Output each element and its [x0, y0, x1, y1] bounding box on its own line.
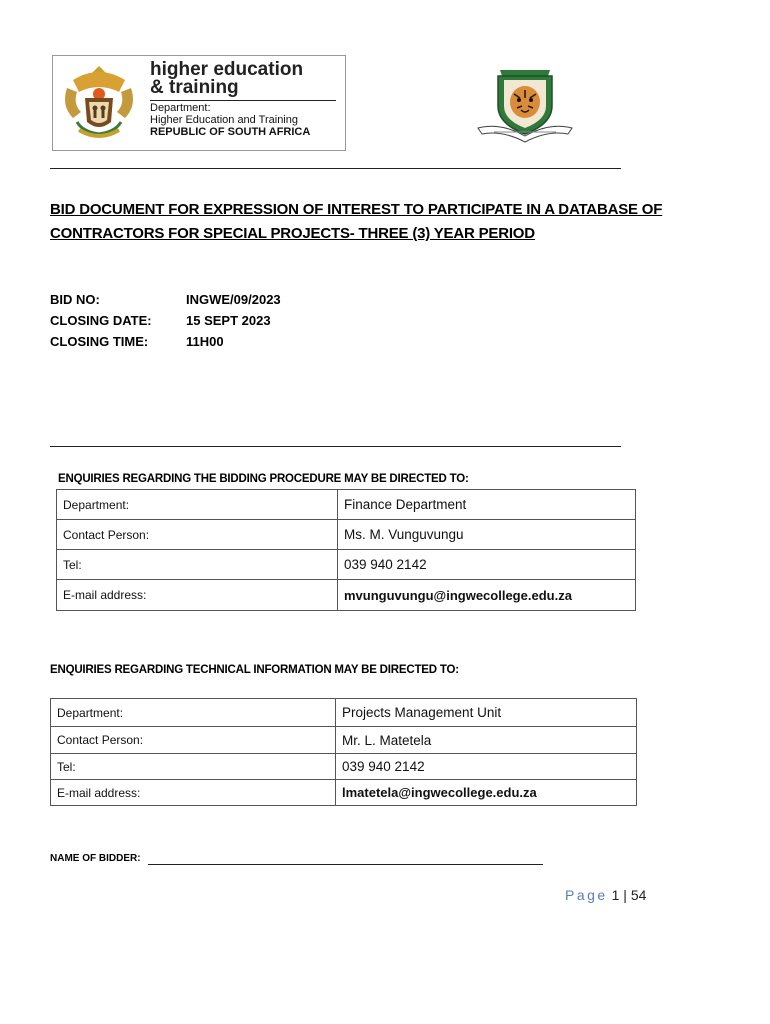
document-title: BID DOCUMENT FOR EXPRESSION OF INTEREST TO PARTICIPATE IN A DATABASE OF CONTRACTORS FOR SPECIAL PROJECTS- THREE (3) YEAR PERIOD — [50, 201, 663, 242]
table-row — [51, 699, 637, 727]
closing-date-label: CLOSING DATE: — [50, 313, 152, 328]
contact-person-label: Contact Person: — [57, 520, 338, 550]
dhet-logo — [52, 55, 346, 151]
email-label: E-mail address: — [57, 580, 338, 611]
name-of-bidder-label: NAME OF BIDDER: — [50, 853, 141, 864]
email-label: E-mail address: — [51, 780, 336, 806]
contact-person-value: Mr. L. Matetela — [336, 727, 637, 754]
tel-label: Tel: — [57, 550, 338, 580]
table-row — [57, 490, 636, 520]
table-row — [51, 780, 637, 806]
table-row — [57, 520, 636, 550]
dhet-title-line1: higher education — [150, 59, 304, 80]
tel-value: 039 940 2142 — [336, 754, 637, 780]
coat-of-arms-icon — [59, 62, 139, 144]
table-row — [57, 580, 636, 611]
page-word: Page — [565, 887, 608, 903]
closing-time-value: 11H00 — [186, 334, 224, 349]
bidding-enquiries-table — [56, 489, 636, 611]
tel-value: 039 940 2142 — [338, 550, 636, 580]
table-row — [57, 550, 636, 580]
contact-person-value: Ms. M. Vunguvungu — [338, 520, 636, 550]
page-current: 1 — [611, 887, 620, 903]
email-value: mvunguvungu@ingwecollege.edu.za — [338, 580, 636, 611]
bid-no-value: INGWE/09/2023 — [186, 292, 281, 307]
technical-enquiries-table — [50, 698, 637, 806]
department-label: Department: — [51, 699, 336, 727]
department-value: Projects Management Unit — [336, 699, 637, 727]
table-row — [51, 754, 637, 780]
name-of-bidder-field[interactable] — [148, 864, 543, 865]
dhet-department-label: Department: — [150, 102, 211, 114]
page-total: 54 — [630, 887, 647, 903]
closing-date-value: 15 SEPT 2023 — [186, 313, 271, 328]
page-separator: | — [623, 887, 627, 903]
tiger-crest-logo-icon — [470, 62, 580, 148]
section-divider — [50, 446, 621, 447]
tel-label: Tel: — [51, 754, 336, 780]
dhet-country: REPUBLIC OF SOUTH AFRICA — [150, 126, 311, 138]
contact-person-label: Contact Person: — [51, 727, 336, 754]
header-divider — [50, 168, 621, 169]
email-value: lmatetela@ingwecollege.edu.za — [336, 780, 637, 806]
table-row — [51, 727, 637, 754]
technical-enquiries-heading: ENQUIRIES REGARDING TECHNICAL INFORMATION MAY BE DIRECTED TO: — [50, 664, 459, 676]
department-value: Finance Department — [338, 490, 636, 520]
dhet-department-name: Higher Education and Training — [150, 114, 298, 126]
department-label: Department: — [57, 490, 338, 520]
page-number — [565, 887, 646, 903]
bid-no-label: BID NO: — [50, 292, 100, 307]
closing-time-label: CLOSING TIME: — [50, 334, 149, 349]
dhet-divider — [150, 100, 336, 101]
bidding-enquiries-heading: ENQUIRIES REGARDING THE BIDDING PROCEDURE MAY BE DIRECTED TO: — [58, 473, 469, 485]
dhet-title-line2: & training — [150, 77, 239, 98]
